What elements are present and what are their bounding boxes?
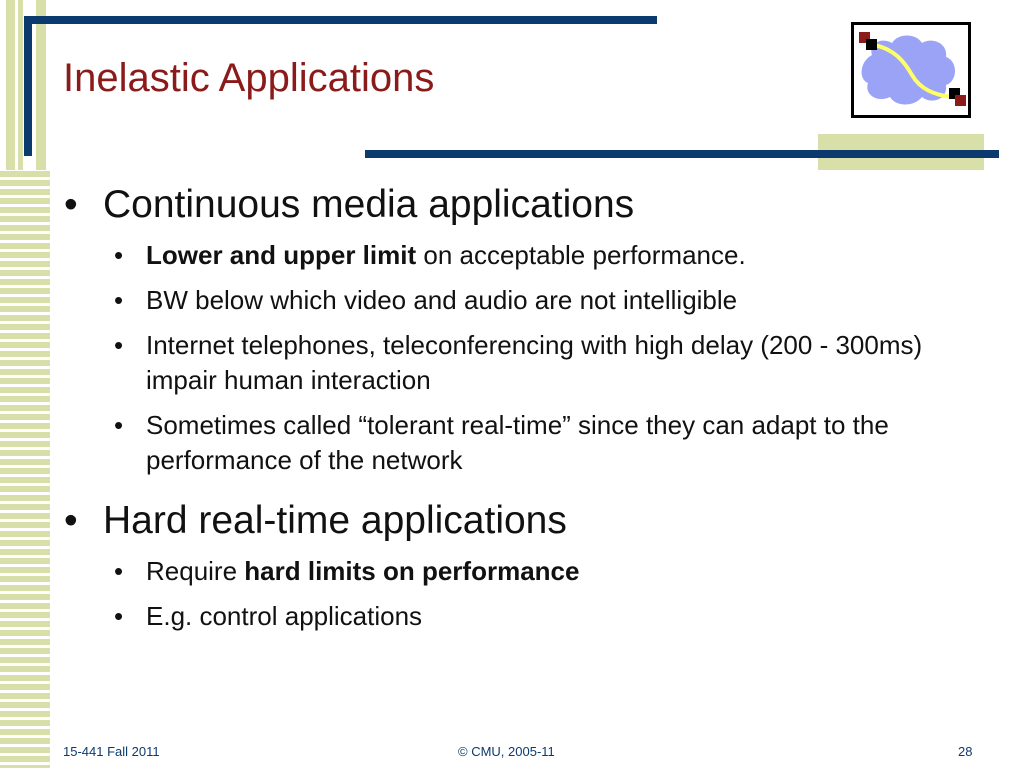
sub-bullet-tolerant-real-time: • Sometimes called “tolerant real-time” since they can adapt to the performance of the network xyxy=(114,410,889,475)
bold-text: Lower and upper limit xyxy=(146,240,417,270)
sub-bullet-bw: • BW below which video and audio are not intelligible xyxy=(114,285,738,315)
bold-text: hard limits on performance xyxy=(244,556,580,586)
left-rule xyxy=(24,16,32,156)
slide-body xyxy=(64,180,964,634)
footer-course: 15-441 Fall 2011 xyxy=(63,744,160,759)
title-underline-rule xyxy=(365,150,999,158)
top-rule xyxy=(24,16,657,24)
sub-bullet-control-apps: • E.g. control applications xyxy=(114,601,423,631)
network-cloud-icon xyxy=(854,25,968,115)
bullet-hard-real-time xyxy=(64,496,964,546)
bullet-continuous-media xyxy=(64,180,964,230)
sub-bullet-limits: • Lower and upper limit on acceptable performance. xyxy=(114,240,746,270)
bullet-dot: • xyxy=(64,499,78,542)
slide-title: Inelastic Applications xyxy=(63,56,435,100)
bullet-dot: • xyxy=(64,183,78,226)
footer-copyright: © CMU, 2005-11 xyxy=(458,744,555,759)
footer-page-number: 28 xyxy=(958,744,973,759)
bullet-text: Continuous media applications xyxy=(103,183,635,226)
sub-bullet-require-hard-limits: • Require hard limits on performance xyxy=(114,556,580,586)
sub-bullet-internet-telephones: • Internet telephones, teleconferencing with high delay (200 - 300ms) impair human interaction xyxy=(114,330,923,395)
network-cloud-logo xyxy=(851,22,971,118)
bullet-text: Hard real-time applications xyxy=(103,499,567,542)
